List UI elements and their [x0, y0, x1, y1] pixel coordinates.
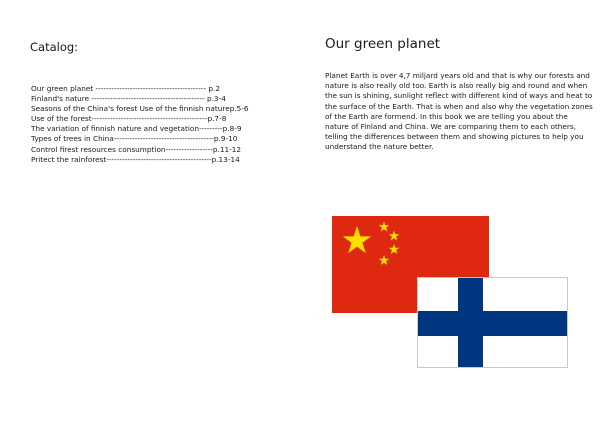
right-page [300, 0, 600, 424]
intro-paragraph: Planet Earth is over 4,7 miljard years old and that is why our forests and nature is also really old too. Earth is also really big and round and when the sun is shining, sunlight reflect with different kind of ways and heat to the surface of the Earth. That is when and also why the vegetation zones of the Earth are formend. In this book we are telling you about the nature of Finland and China. We are comparing them to each others, telling the differences between them and showing pictures to help you understand the nature better. [325, 71, 593, 152]
toc-entry: Seasons of the China's forest Use of the finnish naturep.5-6 [31, 104, 249, 114]
small-star-icon [389, 244, 399, 254]
finland-cross-vertical [458, 278, 483, 367]
finland-flag-image [417, 277, 568, 368]
toc-entry: Pritect the rainforest----------------------------------------p.13-14 [31, 154, 240, 164]
small-star-icon [379, 222, 389, 232]
toc-entry: Use of the forest--------------------------------------------p.7-8 [31, 114, 227, 124]
toc-entry: Finland's nature ------------------------------------------- p.3-4 [31, 94, 226, 104]
toc-entry: Types of trees in China--------------------------------------p.9-10 [31, 134, 238, 144]
small-star-icon [389, 231, 399, 241]
table-of-contents [31, 84, 281, 165]
toc-entry: The variation of finnish nature and vegetation---------p.8-9 [31, 124, 242, 134]
toc-entry: Control firest resources consumption------------------p.11-12 [31, 144, 242, 154]
finland-cross-horizontal [418, 311, 567, 336]
toc-entry: Our green planet ------------------------------------------ p.2 [31, 84, 221, 93]
small-star-icon [379, 255, 389, 265]
page-title: Our green planet [325, 36, 441, 52]
catalog-title: Catalog: [30, 40, 79, 54]
large-star-icon [343, 226, 372, 253]
